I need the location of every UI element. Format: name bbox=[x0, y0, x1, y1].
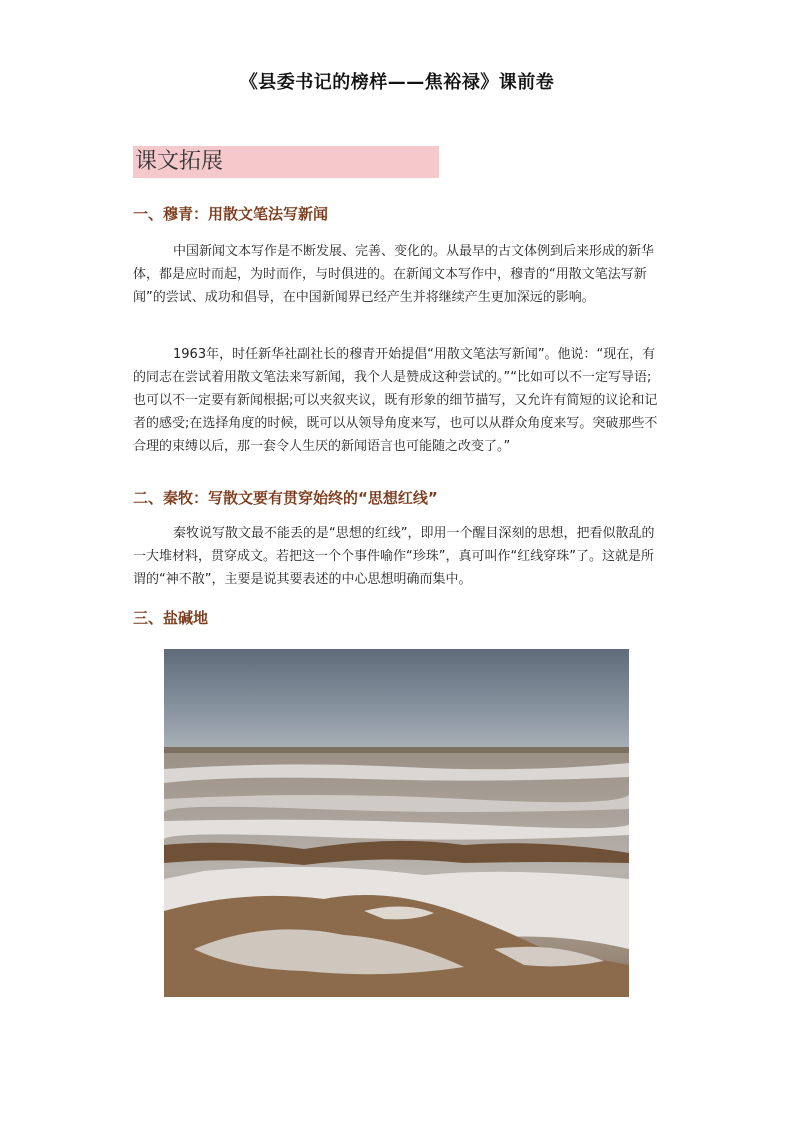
saline-alkaline-land-photo bbox=[164, 649, 629, 997]
section-heading-3: 三、盐碱地 bbox=[133, 609, 209, 627]
paragraph-1-1: 中国新闻文本写作是不断发展、完善、变化的。从最早的古文体例到后来形成的新华体，都是应时而起，为时而作，与时俱进的。在新闻文本写作中，穆青的“用散文笔法写新闻”的尝试、成功和倡导，在中国新闻界已经产生并将继续产生更加深远的影响。 bbox=[133, 244, 655, 305]
section-banner: 课文拓展 bbox=[133, 146, 439, 178]
section-heading-1: 一、穆青：用散文笔法写新闻 bbox=[133, 205, 329, 223]
paragraph-2-1: 秦牧说写散文最不能丢的是“思想的红线”，即用一个醒目深刻的思想，把看似散乱的一大堆材料，贯穿成文。若把这一个个事件喻作“珍珠”，真可叫作“红线穿珠”了。这就是所谓的“神不散”，主要是说其要表述的中心思想明确而集中。 bbox=[133, 526, 655, 587]
paragraph-1-2: 1963年，时任新华社副社长的穆青开始提倡“用散文笔法写新闻”。他说：“现在，有的同志在尝试着用散文笔法来写新闻，我个人是赞成这种尝试的。”“比如可以不一定写导语;也可以不一定要有新闻根据;可以夹叙夹议，既有形象的细节描写，又允许有简短的议论和记者的感受;在选择角度的时候，既可以从领导角度来写，也可以从群众角度来写。突破那些不合理的束缚以后，那一套令人生厌的新闻语言也可能随之改变了。” bbox=[133, 347, 658, 454]
section-heading-2: 二、秦牧：写散文要有贯穿始终的“思想红线” bbox=[133, 489, 438, 507]
document-title: 《县委书记的榜样——焦裕禄》课前卷 bbox=[239, 72, 555, 93]
